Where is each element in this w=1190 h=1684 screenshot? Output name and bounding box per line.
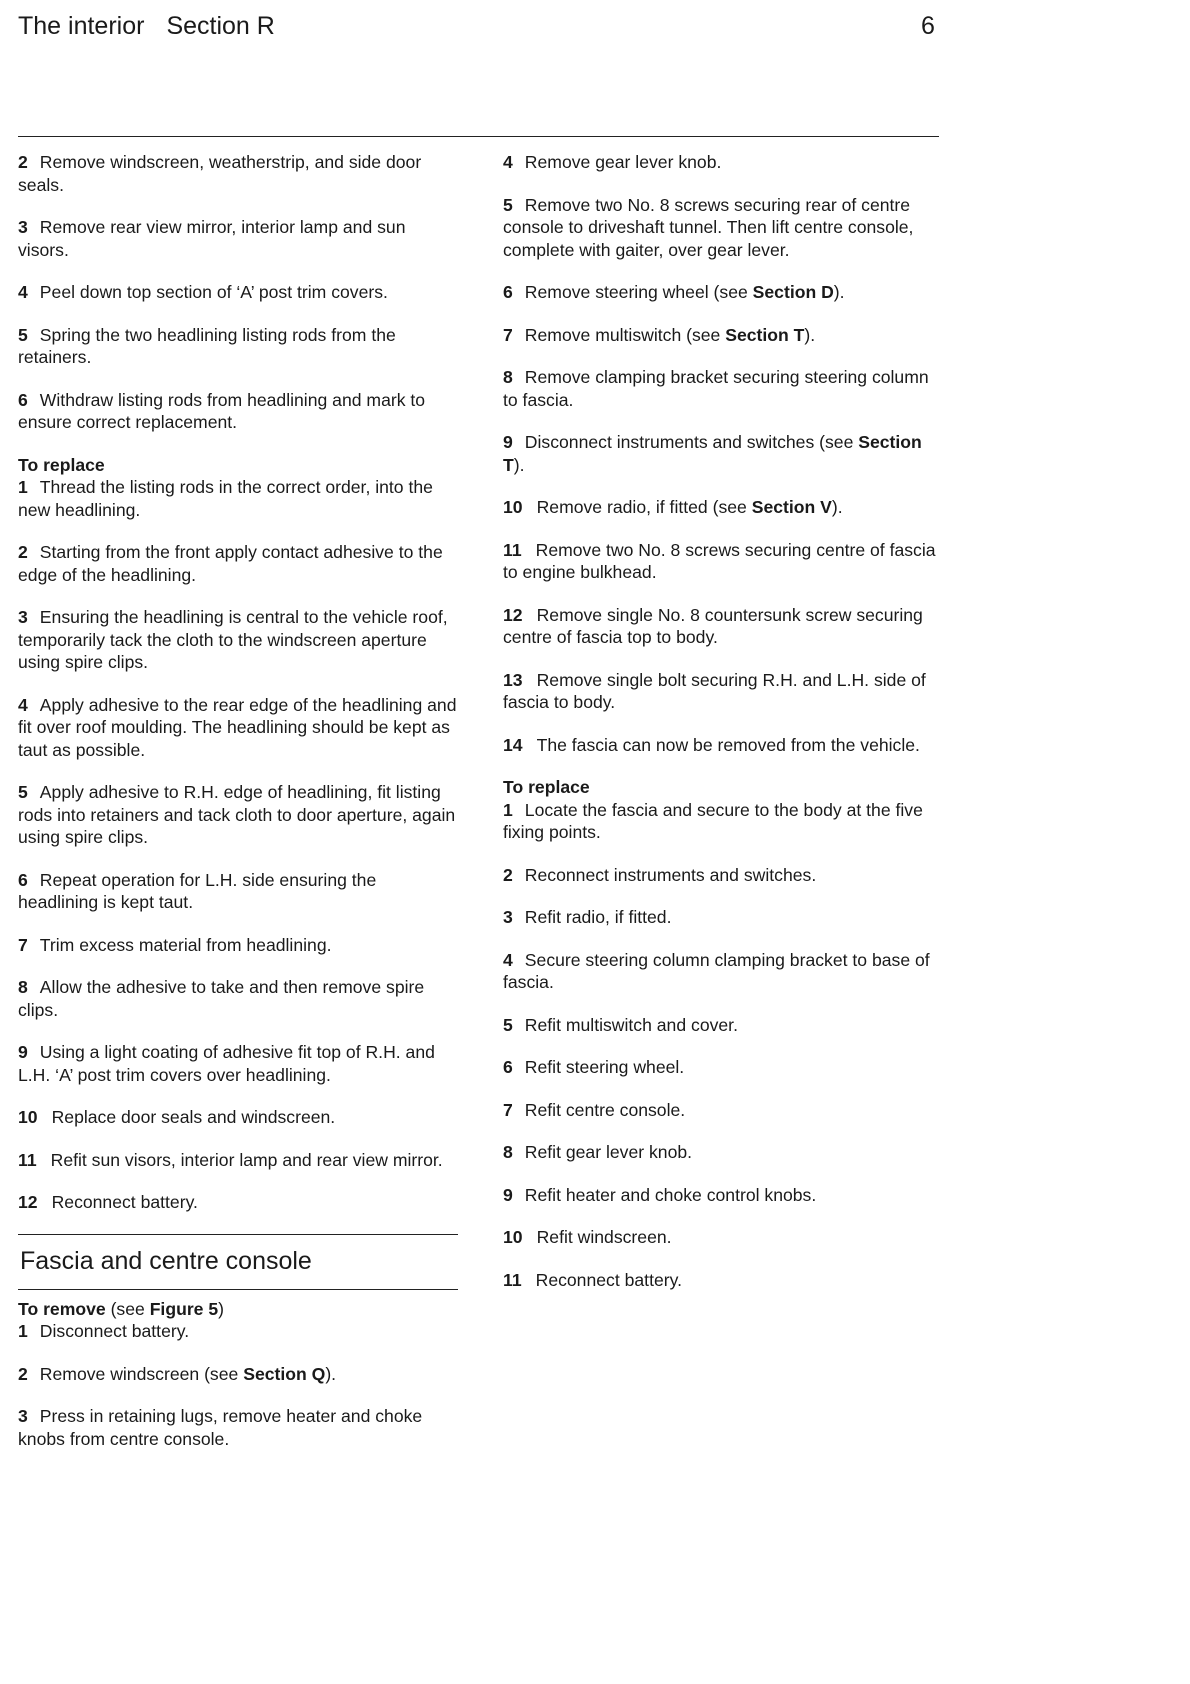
list-item <box>18 1041 458 1086</box>
step-text: Refit centre console. <box>524 1099 686 1120</box>
list-item <box>18 1191 458 1214</box>
step-text: Repeat operation for L.H. side ensuring the headlining is kept taut. <box>18 869 377 912</box>
step-text-end: ). <box>833 282 845 302</box>
section-heading: Fascia and centre console <box>20 1246 312 1275</box>
list-item <box>18 151 458 196</box>
step-text: Refit sun visors, interior lamp and rear view mirror. <box>50 1149 443 1170</box>
step-number: 10 <box>503 497 523 517</box>
step-text: Remove rear view mirror, interior lamp and sun visors. <box>18 217 406 260</box>
step-text: Refit radio, if fitted. <box>524 907 672 927</box>
step-number: 3 <box>503 907 513 927</box>
step-number: 12 <box>503 604 523 625</box>
list-item <box>503 604 943 649</box>
list-item <box>18 324 458 369</box>
step-text: Remove two No. 8 screws securing centre of fascia to engine bulkhead. <box>503 539 936 582</box>
step-number: 11 <box>503 539 522 560</box>
list-item <box>503 1014 943 1037</box>
list-item <box>503 949 943 994</box>
step-text: Apply adhesive to R.H. edge of headlining, fit listing rods into retainers and tack cloth to door aperture, again using spire clips. <box>18 782 456 847</box>
step-number: 14 <box>503 734 523 755</box>
list-item <box>18 1149 458 1172</box>
list-item <box>18 781 458 849</box>
list-item <box>503 1184 943 1207</box>
step-number: 3 <box>18 1406 28 1426</box>
list-item <box>503 734 943 757</box>
step-number: 7 <box>503 324 513 345</box>
step-text: Starting from the front apply contact adhesive to the edge of the headlining. <box>18 542 443 585</box>
list-item <box>18 934 458 957</box>
step-text: Using a light coating of adhesive fit top of R.H. and L.H. ‘A’ post trim covers over headlining. <box>18 1042 435 1085</box>
step-text: Reconnect battery. <box>535 1269 682 1290</box>
step-text: Secure steering column clamping bracket to base of fascia. <box>503 949 930 992</box>
step-number: 2 <box>18 152 28 172</box>
section-ref: Section Q <box>243 1363 326 1384</box>
step-text: Ensuring the headlining is central to the vehicle roof, temporarily tack the cloth to the windscreen aperture using spire clips. <box>18 607 448 672</box>
step-text: Apply adhesive to the rear edge of the headlining and fit over roof moulding. The headlining should be kept as taut as possible. <box>18 694 457 760</box>
list-item <box>503 799 943 844</box>
step-number: 2 <box>18 542 28 562</box>
step-number: 11 <box>503 1269 522 1290</box>
step-number: 9 <box>503 432 513 452</box>
step-number: 6 <box>18 869 28 890</box>
step-text: Replace door seals and windscreen. <box>51 1107 336 1127</box>
step-text: Remove single No. 8 countersunk screw securing centre of fascia top to body. <box>503 604 923 647</box>
step-number: 5 <box>503 1014 513 1035</box>
list-item <box>18 1363 458 1386</box>
list-item <box>503 864 943 887</box>
step-text: Refit steering wheel. <box>524 1057 685 1077</box>
list-item <box>18 541 458 586</box>
list-item <box>503 1099 943 1122</box>
list-item <box>503 539 943 584</box>
page-header <box>18 12 275 41</box>
step-number: 2 <box>503 864 513 885</box>
step-number: 5 <box>18 324 28 345</box>
section-ref: Section T <box>503 432 922 475</box>
step-number: 8 <box>503 367 513 387</box>
step-number: 1 <box>503 799 513 820</box>
step-text: Press in retaining lugs, remove heater and choke knobs from centre console. <box>18 1406 423 1449</box>
step-text: Withdraw listing rods from headlining and mark to ensure correct replacement. <box>18 389 426 432</box>
list-item <box>18 281 458 304</box>
step-number: 3 <box>18 607 28 627</box>
list-item <box>18 869 458 914</box>
page-number: 6 <box>921 12 935 40</box>
section-label: Section R <box>166 12 275 40</box>
step-number: 5 <box>503 194 513 215</box>
list-item <box>18 694 458 762</box>
list-item <box>18 1320 458 1343</box>
section-rule-top <box>18 1234 458 1235</box>
step-text: Disconnect instruments and switches (see <box>524 432 859 452</box>
step-number: 13 <box>503 669 523 690</box>
step-text: Reconnect instruments and switches. <box>524 864 817 885</box>
list-item <box>503 151 943 174</box>
list-item <box>503 1056 943 1079</box>
remove-heading-text: To remove <box>18 1298 106 1319</box>
fascia-remove-steps-b <box>503 539 943 757</box>
step-number: 3 <box>18 217 28 237</box>
step-number: 1 <box>18 477 28 497</box>
step-text: Remove two No. 8 screws securing rear of centre console to driveshaft tunnel. Then lift centre console, complete with gaiter, over gear lever. <box>503 194 914 260</box>
step-text-end: ). <box>513 454 525 475</box>
list-item <box>18 976 458 1021</box>
step-number: 9 <box>503 1184 513 1205</box>
list-item <box>503 431 943 476</box>
list-item <box>18 1405 458 1450</box>
step-number: 4 <box>18 282 28 302</box>
list-item <box>503 1269 943 1292</box>
list-item <box>503 194 943 262</box>
step-number: 6 <box>503 282 513 302</box>
step-text: Locate the fascia and secure to the body at the five fixing points. <box>503 799 923 842</box>
step-number: 10 <box>18 1107 38 1127</box>
figure-ref-open: (see <box>110 1298 150 1319</box>
step-text-end: ). <box>831 497 843 517</box>
step-text: Refit windscreen. <box>536 1227 672 1247</box>
step-number: 12 <box>18 1192 38 1212</box>
section-ref: Section D <box>752 282 834 302</box>
list-item <box>503 669 943 714</box>
step-text: Refit multiswitch and cover. <box>524 1014 738 1035</box>
step-number: 1 <box>18 1321 28 1341</box>
step-text: Thread the listing rods in the correct order, into the new headlining. <box>18 477 433 520</box>
step-text: Remove clamping bracket securing steering column to fascia. <box>503 367 929 410</box>
step-text-end: ). <box>325 1363 337 1384</box>
section-ref: Section T <box>725 324 805 345</box>
step-number: 8 <box>503 1142 513 1162</box>
step-number: 5 <box>18 782 28 802</box>
list-item <box>503 366 943 411</box>
step-text: Reconnect battery. <box>51 1192 198 1212</box>
step-text: Remove windscreen, weatherstrip, and side door seals. <box>18 152 422 195</box>
left-column <box>18 151 458 1470</box>
list-item <box>503 324 943 347</box>
step-number: 11 <box>18 1149 37 1170</box>
replace-heading: To replace <box>503 777 590 797</box>
step-text: The fascia can now be removed from the vehicle. <box>536 734 920 755</box>
section-ref: Section V <box>751 497 832 517</box>
headlining-remove-steps <box>18 151 458 434</box>
step-text: Remove radio, if fitted (see <box>536 497 752 517</box>
step-number: 7 <box>18 934 28 955</box>
list-item <box>503 1141 943 1164</box>
list-item <box>503 906 943 929</box>
list-item <box>18 606 458 674</box>
list-item <box>503 496 943 519</box>
step-text: Spring the two headlining listing rods from the retainers. <box>18 324 396 367</box>
step-number: 10 <box>503 1227 523 1247</box>
list-item <box>18 216 458 261</box>
list-item <box>18 476 458 521</box>
step-text: Refit gear lever knob. <box>524 1142 693 1162</box>
step-text: Trim excess material from headlining. <box>39 934 332 955</box>
step-text: Allow the adhesive to take and then remove spire clips. <box>18 977 425 1020</box>
step-text-end: ). <box>804 324 816 345</box>
step-number: 7 <box>503 1099 513 1120</box>
fascia-remove-steps-a <box>503 151 943 261</box>
fascia-replace-steps <box>503 799 943 1292</box>
step-text: Remove windscreen (see <box>39 1363 244 1384</box>
figure-ref-close: ) <box>218 1298 224 1319</box>
section-rule-bottom <box>18 1289 458 1290</box>
remove-heading <box>18 1298 458 1321</box>
list-item <box>18 1106 458 1129</box>
replace-heading: To replace <box>18 454 105 475</box>
step-number: 6 <box>503 1057 513 1077</box>
step-text: Remove steering wheel (see <box>524 282 753 302</box>
step-text: Remove single bolt securing R.H. and L.H. side of fascia to body. <box>503 669 926 712</box>
step-text: Remove multiswitch (see <box>524 324 726 345</box>
step-number: 2 <box>18 1363 28 1384</box>
step-number: 8 <box>18 977 28 997</box>
chapter-title: The interior <box>18 12 145 40</box>
list-item <box>503 1226 943 1249</box>
step-number: 9 <box>18 1042 28 1062</box>
step-text: Refit heater and choke control knobs. <box>524 1184 817 1205</box>
list-item <box>18 389 458 434</box>
step-text: Remove gear lever knob. <box>524 152 722 172</box>
header-rule <box>18 136 939 137</box>
step-number: 4 <box>503 949 513 970</box>
step-number: 4 <box>503 152 513 172</box>
step-number: 6 <box>18 389 28 410</box>
figure-ref: Figure 5 <box>149 1298 219 1319</box>
step-text: Disconnect battery. <box>39 1321 190 1341</box>
list-item <box>503 281 943 304</box>
headlining-replace-steps <box>18 476 458 1214</box>
step-text: Peel down top section of ‘A’ post trim covers. <box>39 282 388 302</box>
right-column <box>503 151 943 1311</box>
step-number: 4 <box>18 694 28 715</box>
